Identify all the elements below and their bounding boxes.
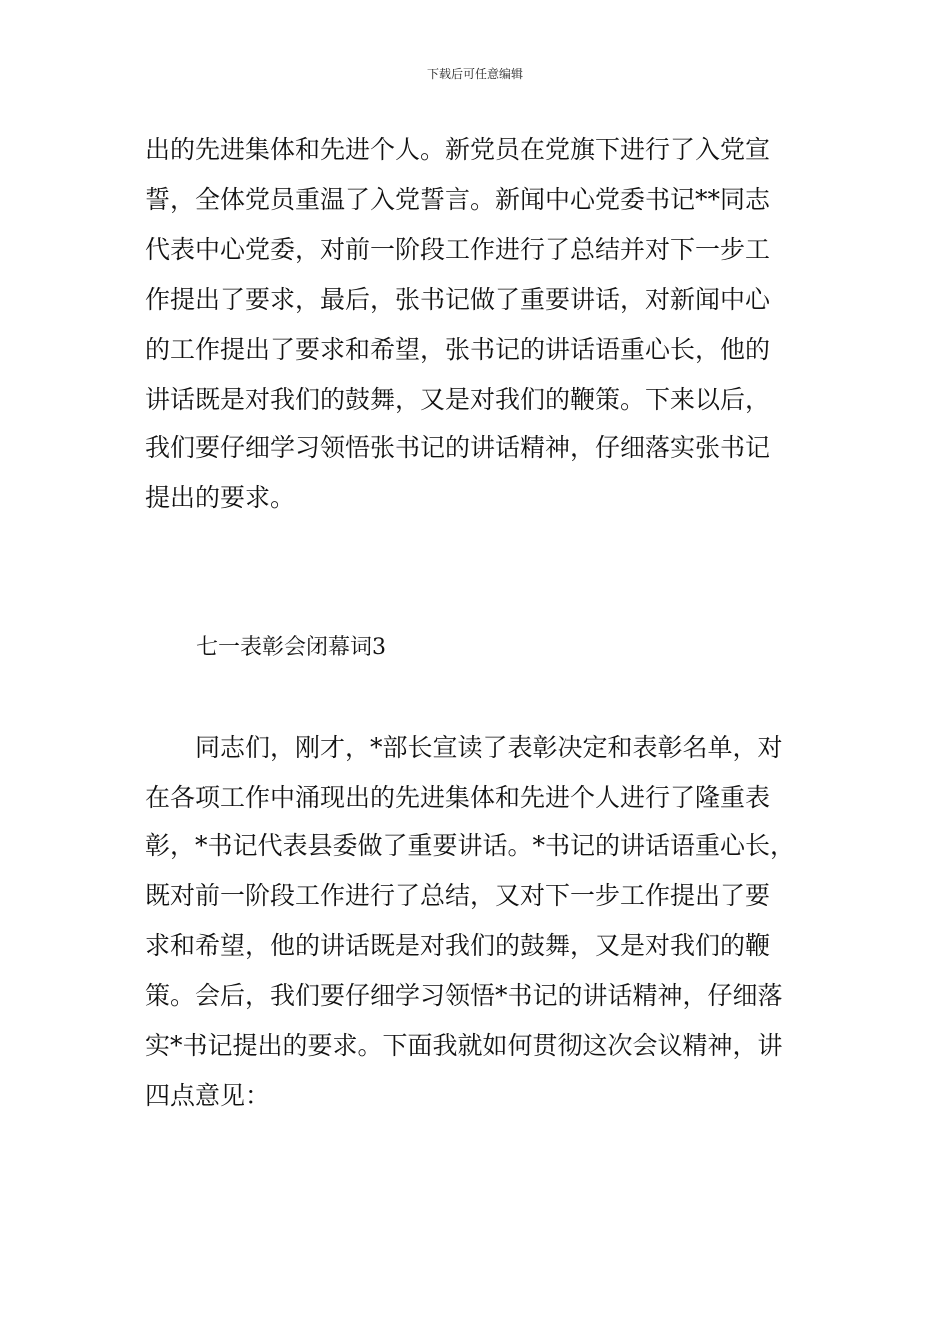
text-line: 四点意见： (145, 1081, 271, 1110)
text-line: 提出的要求。 (145, 483, 296, 512)
text-line: 在各项工作中涌现出的先进集体和先进个人进行了隆重表 (145, 783, 771, 812)
text-line: 出的先进集体和先进个人。新党员在党旗下进行了入党宣 (145, 135, 771, 164)
text-line: 誓，全体党员重温了入党誓言。新闻中心党委书记**同志 (145, 185, 771, 214)
text-line: 既对前一阶段工作进行了总结，又对下一步工作提出了要 (145, 881, 771, 910)
section-title: 七一表彰会闭幕词3 (196, 635, 386, 660)
text-line: 作提出了要求，最后，张书记做了重要讲话，对新闻中心 (145, 285, 771, 314)
text-line: 求和希望，他的讲话既是对我们的鼓舞，又是对我们的鞭 (145, 931, 771, 960)
text-line: 的工作提出了要求和希望，张书记的讲话语重心长，他的 (145, 335, 771, 364)
text-line: 同志们，刚才，*部长宣读了表彰决定和表彰名单，对 (145, 733, 783, 762)
text-line: 彰，*书记代表县委做了重要讲话。*书记的讲话语重心长， (145, 831, 796, 860)
page-header: 下载后可任意编辑 (426, 67, 523, 81)
text-line: 代表中心党委，对前一阶段工作进行了总结并对下一步工 (145, 235, 771, 264)
text-line: 策。会后，我们要仔细学习领悟*书记的讲话精神，仔细落 (145, 981, 783, 1010)
text-line: 实*书记提出的要求。下面我就如何贯彻这次会议精神，讲 (145, 1031, 783, 1060)
text-line: 我们要仔细学习领悟张书记的讲话精神，仔细落实张书记 (145, 433, 771, 462)
text-line: 讲话既是对我们的鼓舞，又是对我们的鞭策。下来以后， (145, 385, 771, 414)
